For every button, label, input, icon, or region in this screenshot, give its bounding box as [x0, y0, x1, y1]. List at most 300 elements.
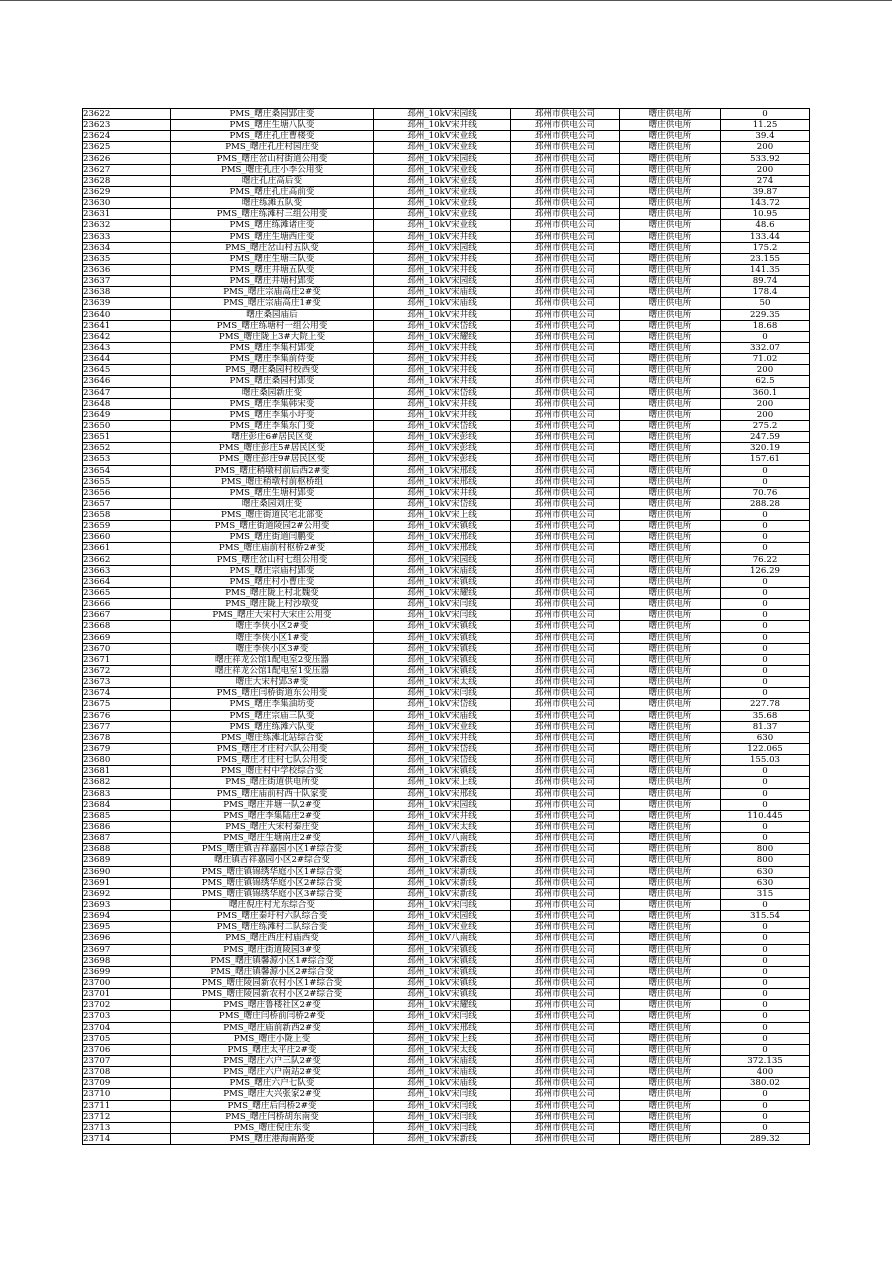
- value-cell: 141.35: [721, 264, 810, 275]
- value-cell: 89.74: [721, 276, 810, 287]
- table-row: [83, 175, 810, 186]
- row-id-cell: 23673: [83, 677, 171, 688]
- feeder-line-cell: 邳州_10kV宋井线: [374, 398, 511, 409]
- value-cell: 200: [721, 409, 810, 420]
- station-cell: 曙庄供电所: [620, 1133, 721, 1144]
- company-cell: 邳州市供电公司: [511, 1011, 620, 1022]
- value-cell: 0: [721, 621, 810, 632]
- feeder-line-cell: 邳州_10kV宋闫线: [374, 899, 511, 910]
- feeder-line-cell: 邳州_10kV宋园线: [374, 153, 511, 164]
- company-cell: 邳州市供电公司: [511, 977, 620, 988]
- value-cell: 0: [721, 822, 810, 833]
- transformer-name-cell: PMS_曙庄彭庄9#居民区变: [171, 454, 374, 465]
- company-cell: 邳州市供电公司: [511, 376, 620, 387]
- station-cell: 曙庄供电所: [620, 209, 721, 220]
- station-cell: 曙庄供电所: [620, 810, 721, 821]
- company-cell: 邳州市供电公司: [511, 198, 620, 209]
- company-cell: 邳州市供电公司: [511, 688, 620, 699]
- value-cell: 10.95: [721, 209, 810, 220]
- row-id-cell: 23639: [83, 298, 171, 309]
- transformer-name-cell: PMS_曙庄西庄村庙西变: [171, 933, 374, 944]
- transformer-name-cell: PMS_曙庄闫桥胡东南变: [171, 1111, 374, 1122]
- transformer-name-cell: PMS_曙庄才庄村七队公用变: [171, 755, 374, 766]
- row-id-cell: 23652: [83, 443, 171, 454]
- table-row: [83, 732, 810, 743]
- row-id-cell: 23661: [83, 543, 171, 554]
- feeder-line-cell: 邳州_10kV宋岱线: [374, 420, 511, 431]
- company-cell: 邳州市供电公司: [511, 855, 620, 866]
- row-id-cell: 23643: [83, 342, 171, 353]
- feeder-line-cell: 邳州_10kV宋井线: [374, 231, 511, 242]
- company-cell: 邳州市供电公司: [511, 666, 620, 677]
- company-cell: 邳州市供电公司: [511, 989, 620, 1000]
- station-cell: 曙庄供电所: [620, 198, 721, 209]
- transformer-name-cell: PMS_曙庄庙前村西十队家变: [171, 788, 374, 799]
- company-cell: 邳州市供电公司: [511, 721, 620, 732]
- table-row: [83, 331, 810, 342]
- value-cell: 0: [721, 777, 810, 788]
- table-row: [83, 643, 810, 654]
- transformer-name-cell: PMS_曙庄太平庄2#变: [171, 1044, 374, 1055]
- feeder-line-cell: 邳州_10kV宋镇线: [374, 632, 511, 643]
- company-cell: 邳州市供电公司: [511, 766, 620, 777]
- value-cell: 800: [721, 855, 810, 866]
- table-row: [83, 543, 810, 554]
- station-cell: 曙庄供电所: [620, 744, 721, 755]
- transformer-name-cell: PMS_曙庄孔庄村园庄变: [171, 142, 374, 153]
- row-id-cell: 23683: [83, 788, 171, 799]
- transformer-name-cell: PMS_曙庄秦圩村六队综合变: [171, 911, 374, 922]
- company-cell: 邳州市供电公司: [511, 944, 620, 955]
- value-cell: 227.78: [721, 699, 810, 710]
- feeder-line-cell: 邳州_10kV宋园线: [374, 276, 511, 287]
- feeder-line-cell: 邳州_10kV宋庙线: [374, 1055, 511, 1066]
- station-cell: 曙庄供电所: [620, 109, 721, 120]
- value-cell: 0: [721, 799, 810, 810]
- station-cell: 曙庄供电所: [620, 1111, 721, 1122]
- company-cell: 邳州市供电公司: [511, 755, 620, 766]
- transformer-name-cell: PMS_曙庄宗庙高庄2#变: [171, 287, 374, 298]
- transformer-name-cell: 曙庄倪庄村尤东综合变: [171, 899, 374, 910]
- station-cell: 曙庄供电所: [620, 966, 721, 977]
- row-id-cell: 23705: [83, 1033, 171, 1044]
- row-id-cell: 23685: [83, 810, 171, 821]
- table-row: [83, 933, 810, 944]
- company-cell: 邳州市供电公司: [511, 120, 620, 131]
- table-row: [83, 989, 810, 1000]
- row-id-cell: 23653: [83, 454, 171, 465]
- value-cell: 0: [721, 966, 810, 977]
- company-cell: 邳州市供电公司: [511, 209, 620, 220]
- row-id-cell: 23632: [83, 220, 171, 231]
- row-id-cell: 23668: [83, 621, 171, 632]
- transformer-name-cell: 曙庄桑园新庄变: [171, 387, 374, 398]
- table-row: [83, 677, 810, 688]
- company-cell: 邳州市供电公司: [511, 810, 620, 821]
- company-cell: 邳州市供电公司: [511, 833, 620, 844]
- transformer-name-cell: PMS_曙庄六户南站2#变: [171, 1067, 374, 1078]
- value-cell: 0: [721, 465, 810, 476]
- table-row: [83, 432, 810, 443]
- table-row: [83, 354, 810, 365]
- value-cell: 23.155: [721, 253, 810, 264]
- transformer-name-cell: PMS_曙庄六户三队2#变: [171, 1055, 374, 1066]
- company-cell: 邳州市供电公司: [511, 276, 620, 287]
- feeder-line-cell: 邳州_10kV宋业线: [374, 721, 511, 732]
- table-row: [83, 755, 810, 766]
- company-cell: 邳州市供电公司: [511, 710, 620, 721]
- value-cell: 360.1: [721, 387, 810, 398]
- table-row: [83, 498, 810, 509]
- value-cell: 0: [721, 1100, 810, 1111]
- row-id-cell: 23698: [83, 955, 171, 966]
- feeder-line-cell: 邳州_10kV宋镇线: [374, 955, 511, 966]
- row-id-cell: 23628: [83, 175, 171, 186]
- value-cell: 0: [721, 944, 810, 955]
- transformer-name-cell: PMS_曙庄后闫桥2#变: [171, 1100, 374, 1111]
- row-id-cell: 23693: [83, 899, 171, 910]
- station-cell: 曙庄供电所: [620, 643, 721, 654]
- value-cell: 200: [721, 142, 810, 153]
- company-cell: 邳州市供电公司: [511, 432, 620, 443]
- transformer-name-cell: PMS_曙庄生塘三队变: [171, 253, 374, 264]
- value-cell: 0: [721, 922, 810, 933]
- station-cell: 曙庄供电所: [620, 465, 721, 476]
- row-id-cell: 23675: [83, 699, 171, 710]
- row-id-cell: 23704: [83, 1022, 171, 1033]
- table-row: [83, 744, 810, 755]
- row-id-cell: 23699: [83, 966, 171, 977]
- value-cell: 0: [721, 989, 810, 1000]
- company-cell: 邳州市供电公司: [511, 131, 620, 142]
- transformer-name-cell: PMS_曙庄小陇上变: [171, 1033, 374, 1044]
- table-row: [83, 666, 810, 677]
- transformer-name-cell: PMS_曙庄李集陆庄2#变: [171, 810, 374, 821]
- transformer-name-cell: 曙庄李侠小区1#变: [171, 632, 374, 643]
- company-cell: 邳州市供电公司: [511, 264, 620, 275]
- station-cell: 曙庄供电所: [620, 487, 721, 498]
- feeder-line-cell: 邳州_10kV宋岱线: [374, 699, 511, 710]
- transformer-name-cell: 曙庄彭庄6#居民区变: [171, 432, 374, 443]
- station-cell: 曙庄供电所: [620, 287, 721, 298]
- feeder-line-cell: 邳州_10kV宋镇线: [374, 666, 511, 677]
- value-cell: 0: [721, 788, 810, 799]
- feeder-line-cell: 邳州_10kV宋太线: [374, 1044, 511, 1055]
- station-cell: 曙庄供电所: [620, 175, 721, 186]
- feeder-line-cell: 邳州_10kV宋上线: [374, 777, 511, 788]
- value-cell: 247.59: [721, 432, 810, 443]
- row-id-cell: 23655: [83, 476, 171, 487]
- transformer-name-cell: PMS_曙庄李集前侍变: [171, 354, 374, 365]
- transformer-name-cell: 曙庄桑园庙后: [171, 309, 374, 320]
- table-row: [83, 1067, 810, 1078]
- station-cell: 曙庄供电所: [620, 1100, 721, 1111]
- transformer-name-cell: PMS_曙庄彭庄5#居民区变: [171, 443, 374, 454]
- table-row: [83, 264, 810, 275]
- feeder-line-cell: 邳州_10kV宋镇线: [374, 766, 511, 777]
- table-row: [83, 510, 810, 521]
- transformer-name-cell: PMS_曙庄岔山村七组公用变: [171, 554, 374, 565]
- transformer-name-cell: PMS_曙庄练滩村三组公用变: [171, 209, 374, 220]
- transformer-name-cell: PMS_曙庄倪庄东变: [171, 1122, 374, 1133]
- feeder-line-cell: 邳州_10kV宋园线: [374, 109, 511, 120]
- row-id-cell: 23690: [83, 866, 171, 877]
- company-cell: 邳州市供电公司: [511, 1067, 620, 1078]
- transformer-name-cell: PMS_曙庄李集小圩变: [171, 409, 374, 420]
- transformer-name-cell: 曙庄李侠小区3#变: [171, 643, 374, 654]
- transformer-name-cell: PMS_曙庄陇上3#大院上变: [171, 331, 374, 342]
- value-cell: 50: [721, 298, 810, 309]
- table-row: [83, 588, 810, 599]
- feeder-line-cell: 邳州_10kV宋井线: [374, 732, 511, 743]
- value-cell: 0: [721, 510, 810, 521]
- value-cell: 178.4: [721, 287, 810, 298]
- table-row: [83, 1055, 810, 1066]
- station-cell: 曙庄供电所: [620, 153, 721, 164]
- table-row: [83, 532, 810, 543]
- transformer-name-cell: PMS_曙庄生塘村郢变: [171, 487, 374, 498]
- company-cell: 邳州市供电公司: [511, 309, 620, 320]
- feeder-line-cell: 邳州_10kV宋庙线: [374, 565, 511, 576]
- feeder-line-cell: 邳州_10kV宋业线: [374, 209, 511, 220]
- station-cell: 曙庄供电所: [620, 264, 721, 275]
- company-cell: 邳州市供电公司: [511, 365, 620, 376]
- transformer-name-cell: PMS_曙庄大宋村秦庄变: [171, 822, 374, 833]
- feeder-line-cell: 邳州_10kV宋井线: [374, 487, 511, 498]
- transformer-name-cell: PMS_曙庄镇吉祥嘉园小区1#综合变: [171, 844, 374, 855]
- feeder-line-cell: 邳州_10kV宋镇线: [374, 643, 511, 654]
- transformer-name-cell: PMS_曙庄六户七队变: [171, 1078, 374, 1089]
- transformer-name-cell: PMS_曙庄宗庙三队变: [171, 710, 374, 721]
- value-cell: 126.29: [721, 565, 810, 576]
- value-cell: 0: [721, 543, 810, 554]
- feeder-line-cell: 邳州_10kV宋镇线: [374, 521, 511, 532]
- transformer-name-cell: PMS_曙庄练塘村一组公用变: [171, 320, 374, 331]
- value-cell: 70.76: [721, 487, 810, 498]
- row-id-cell: 23637: [83, 276, 171, 287]
- transformer-name-cell: PMS_曙庄镇锦绣华庭小区2#综合变: [171, 877, 374, 888]
- value-cell: 315.54: [721, 911, 810, 922]
- row-id-cell: 23664: [83, 576, 171, 587]
- table-row: [83, 766, 810, 777]
- station-cell: 曙庄供电所: [620, 588, 721, 599]
- station-cell: 曙庄供电所: [620, 498, 721, 509]
- company-cell: 邳州市供电公司: [511, 744, 620, 755]
- feeder-line-cell: 邳州_10kV宋井线: [374, 409, 511, 420]
- transformer-name-cell: PMS_曙庄生塘八队变: [171, 120, 374, 131]
- value-cell: 630: [721, 877, 810, 888]
- row-id-cell: 23697: [83, 944, 171, 955]
- station-cell: 曙庄供电所: [620, 844, 721, 855]
- value-cell: 39.87: [721, 186, 810, 197]
- transformer-name-cell: PMS_曙庄才庄村六队公用变: [171, 744, 374, 755]
- company-cell: 邳州市供电公司: [511, 253, 620, 264]
- feeder-line-cell: 邳州_10kV宋新线: [374, 888, 511, 899]
- row-id-cell: 23633: [83, 231, 171, 242]
- feeder-line-cell: 邳州_10kV宋闫线: [374, 1011, 511, 1022]
- feeder-line-cell: 邳州_10kV宋业线: [374, 220, 511, 231]
- row-id-cell: 23626: [83, 153, 171, 164]
- transformer-name-cell: PMS_曙庄大兴张家2#变: [171, 1089, 374, 1100]
- transformer-name-cell: PMS_曙庄岔山村街道公用变: [171, 153, 374, 164]
- table-row: [83, 877, 810, 888]
- table-row: [83, 565, 810, 576]
- transformer-name-cell: PMS_曙庄李集村郢变: [171, 342, 374, 353]
- transformer-name-cell: PMS_曙庄村小曹庄变: [171, 576, 374, 587]
- value-cell: 0: [721, 654, 810, 665]
- company-cell: 邳州市供电公司: [511, 1133, 620, 1144]
- table-row: [83, 911, 810, 922]
- row-id-cell: 23686: [83, 822, 171, 833]
- transformer-name-cell: PMS_曙庄练滩北站综合变: [171, 732, 374, 743]
- table-row: [83, 710, 810, 721]
- row-id-cell: 23713: [83, 1122, 171, 1133]
- row-id-cell: 23702: [83, 1000, 171, 1011]
- row-id-cell: 23640: [83, 309, 171, 320]
- company-cell: 邳州市供电公司: [511, 732, 620, 743]
- feeder-line-cell: 邳州_10kV宋镇线: [374, 576, 511, 587]
- feeder-line-cell: 邳州_10kV宋镇线: [374, 966, 511, 977]
- table-row: [83, 621, 810, 632]
- station-cell: 曙庄供电所: [620, 822, 721, 833]
- transformer-name-cell: PMS_曙庄练滩六队变: [171, 721, 374, 732]
- table-row: [83, 1022, 810, 1033]
- table-row: [83, 554, 810, 565]
- company-cell: 邳州市供电公司: [511, 387, 620, 398]
- station-cell: 曙庄供电所: [620, 131, 721, 142]
- transformer-name-cell: 曙庄镇吉祥嘉园小区2#综合变: [171, 855, 374, 866]
- feeder-line-cell: 邳州_10kV宋业线: [374, 198, 511, 209]
- row-id-cell: 23651: [83, 432, 171, 443]
- table-row: [83, 844, 810, 855]
- company-cell: 邳州市供电公司: [511, 420, 620, 431]
- feeder-line-cell: 邳州_10kV宋井线: [374, 365, 511, 376]
- company-cell: 邳州市供电公司: [511, 1055, 620, 1066]
- company-cell: 邳州市供电公司: [511, 109, 620, 120]
- value-cell: 332.07: [721, 342, 810, 353]
- table-row: [83, 955, 810, 966]
- table-row: [83, 131, 810, 142]
- company-cell: 邳州市供电公司: [511, 588, 620, 599]
- station-cell: 曙庄供电所: [620, 554, 721, 565]
- station-cell: 曙庄供电所: [620, 253, 721, 264]
- transformer-name-cell: PMS_曙庄街道供电所变: [171, 777, 374, 788]
- value-cell: 62.5: [721, 376, 810, 387]
- station-cell: 曙庄供电所: [620, 610, 721, 621]
- row-id-cell: 23648: [83, 398, 171, 409]
- row-id-cell: 23656: [83, 487, 171, 498]
- transformer-name-cell: PMS_曙庄稍墩村前后西2#变: [171, 465, 374, 476]
- company-cell: 邳州市供电公司: [511, 510, 620, 521]
- table-row: [83, 1078, 810, 1089]
- feeder-line-cell: 邳州_10kV宋彭线: [374, 443, 511, 454]
- row-id-cell: 23670: [83, 643, 171, 654]
- value-cell: 18.68: [721, 320, 810, 331]
- company-cell: 邳州市供电公司: [511, 565, 620, 576]
- transformer-name-cell: PMS_曙庄稍墩村前枢桥组: [171, 476, 374, 487]
- table-row: [83, 1122, 810, 1133]
- feeder-line-cell: 邳州_10kV宋井线: [374, 120, 511, 131]
- station-cell: 曙庄供电所: [620, 989, 721, 1000]
- transformer-name-cell: PMS_曙庄桑园村郢变: [171, 376, 374, 387]
- value-cell: 229.35: [721, 309, 810, 320]
- row-id-cell: 23710: [83, 1089, 171, 1100]
- feeder-line-cell: 邳州_10kV宋庙线: [374, 1078, 511, 1089]
- company-cell: 邳州市供电公司: [511, 911, 620, 922]
- value-cell: 289.32: [721, 1133, 810, 1144]
- station-cell: 曙庄供电所: [620, 799, 721, 810]
- row-id-cell: 23627: [83, 164, 171, 175]
- feeder-line-cell: 邳州_10kV八南线: [374, 833, 511, 844]
- company-cell: 邳州市供电公司: [511, 1122, 620, 1133]
- value-cell: 0: [721, 476, 810, 487]
- company-cell: 邳州市供电公司: [511, 654, 620, 665]
- feeder-line-cell: 邳州_10kV宋园线: [374, 242, 511, 253]
- value-cell: 133.44: [721, 231, 810, 242]
- station-cell: 曙庄供电所: [620, 621, 721, 632]
- company-cell: 邳州市供电公司: [511, 1100, 620, 1111]
- station-cell: 曙庄供电所: [620, 877, 721, 888]
- station-cell: 曙庄供电所: [620, 955, 721, 966]
- company-cell: 邳州市供电公司: [511, 220, 620, 231]
- company-cell: 邳州市供电公司: [511, 342, 620, 353]
- company-cell: 邳州市供电公司: [511, 777, 620, 788]
- company-cell: 邳州市供电公司: [511, 888, 620, 899]
- feeder-line-cell: 邳州_10kV宋岱线: [374, 387, 511, 398]
- transformer-name-cell: 曙庄练滩五队变: [171, 198, 374, 209]
- value-cell: 0: [721, 576, 810, 587]
- table-row: [83, 342, 810, 353]
- row-id-cell: 23679: [83, 744, 171, 755]
- station-cell: 曙庄供电所: [620, 688, 721, 699]
- value-cell: 157.61: [721, 454, 810, 465]
- station-cell: 曙庄供电所: [620, 599, 721, 610]
- station-cell: 曙庄供电所: [620, 710, 721, 721]
- transformer-name-cell: PMS_曙庄村中学校综合变: [171, 766, 374, 777]
- row-id-cell: 23694: [83, 911, 171, 922]
- transformer-name-cell: PMS_曙庄陇上村北魏变: [171, 588, 374, 599]
- station-cell: 曙庄供电所: [620, 1067, 721, 1078]
- value-cell: 48.6: [721, 220, 810, 231]
- row-id-cell: 23689: [83, 855, 171, 866]
- row-id-cell: 23707: [83, 1055, 171, 1066]
- value-cell: 315: [721, 888, 810, 899]
- company-cell: 邳州市供电公司: [511, 142, 620, 153]
- table-row: [83, 1000, 810, 1011]
- row-id-cell: 23687: [83, 833, 171, 844]
- transformer-name-cell: PMS_曙庄陵园新农村小区2#综合变: [171, 989, 374, 1000]
- station-cell: 曙庄供电所: [620, 788, 721, 799]
- row-id-cell: 23636: [83, 264, 171, 275]
- company-cell: 邳州市供电公司: [511, 1022, 620, 1033]
- transformer-name-cell: PMS_曙庄桑园郢庄变: [171, 109, 374, 120]
- company-cell: 邳州市供电公司: [511, 677, 620, 688]
- station-cell: 曙庄供电所: [620, 666, 721, 677]
- value-cell: 0: [721, 521, 810, 532]
- row-id-cell: 23658: [83, 510, 171, 521]
- company-cell: 邳州市供电公司: [511, 186, 620, 197]
- station-cell: 曙庄供电所: [620, 376, 721, 387]
- feeder-line-cell: 邳州_10kV宋邢线: [374, 543, 511, 554]
- station-cell: 曙庄供电所: [620, 309, 721, 320]
- station-cell: 曙庄供电所: [620, 766, 721, 777]
- transformer-name-cell: PMS_曙庄街道陵园2#公用变: [171, 521, 374, 532]
- feeder-line-cell: 邳州_10kV宋业线: [374, 164, 511, 175]
- feeder-line-cell: 邳州_10kV宋岱线: [374, 744, 511, 755]
- table-row: [83, 833, 810, 844]
- feeder-line-cell: 邳州_10kV宋井线: [374, 253, 511, 264]
- row-id-cell: 23708: [83, 1067, 171, 1078]
